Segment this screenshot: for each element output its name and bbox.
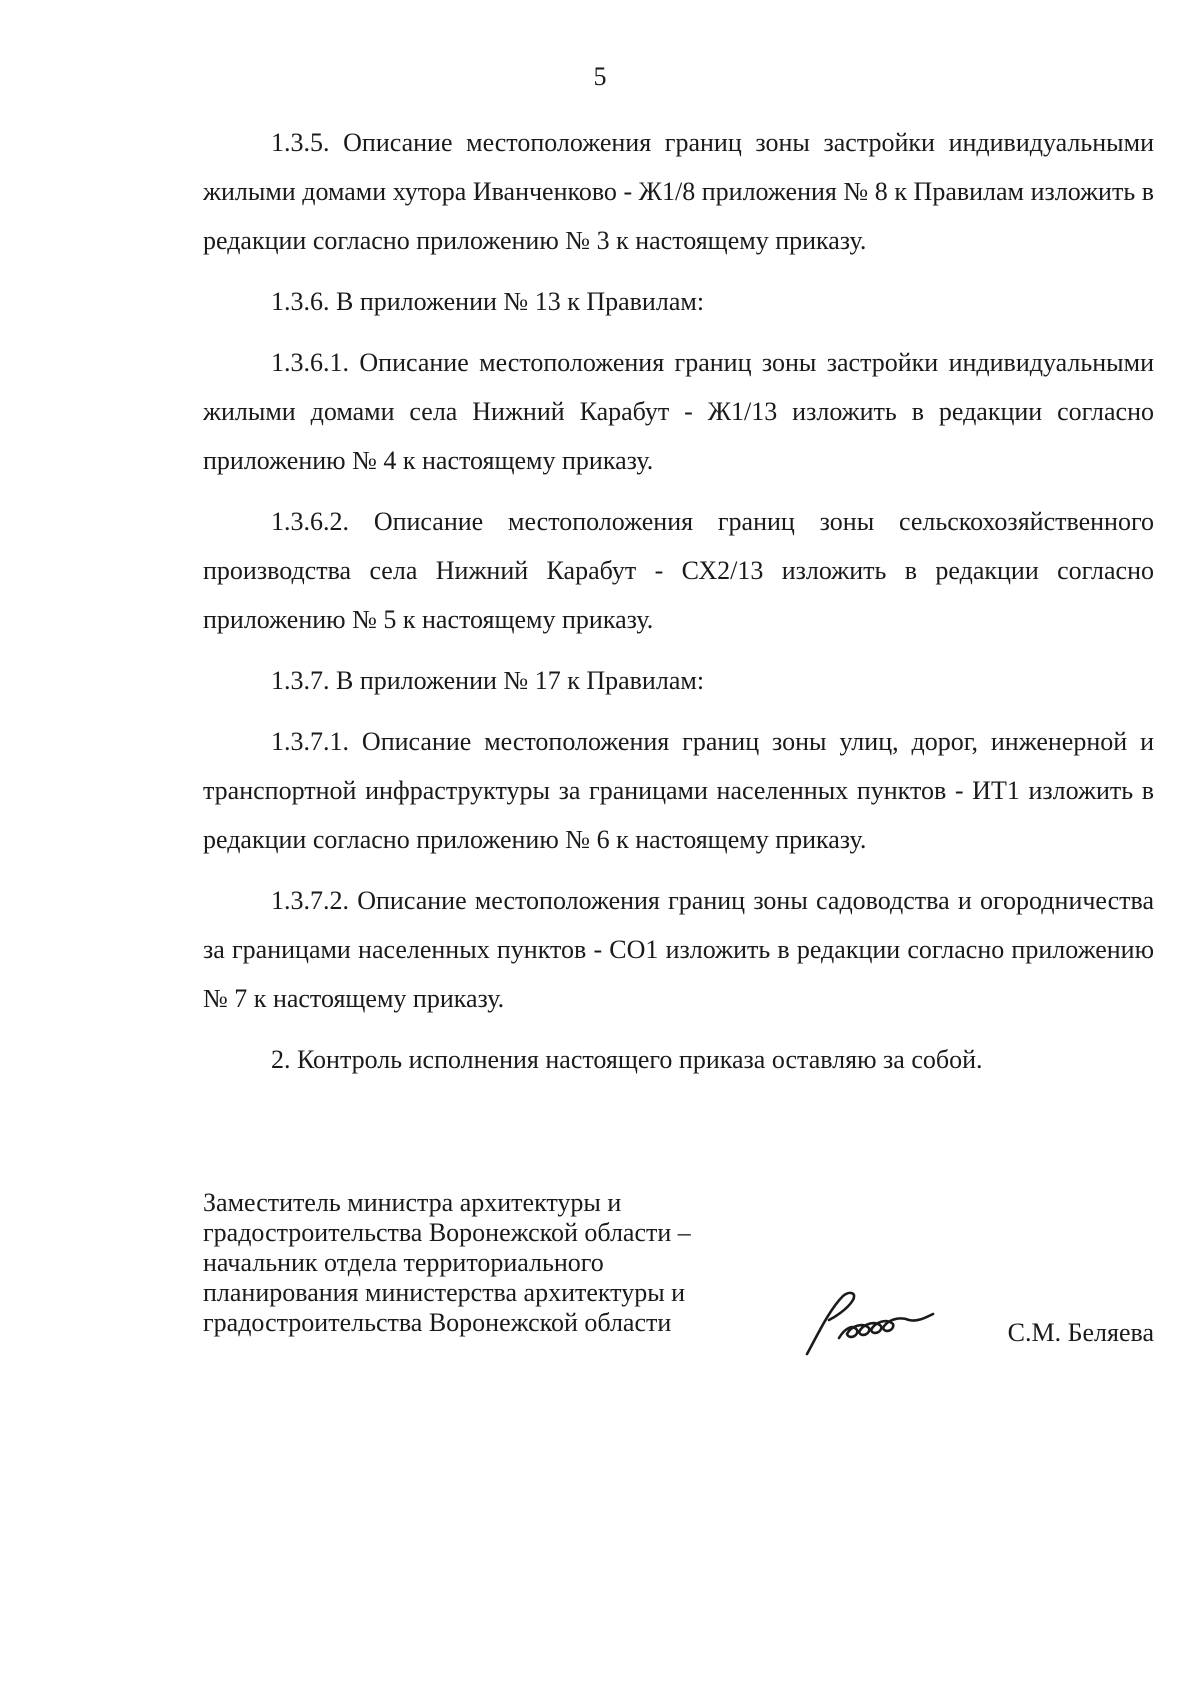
- paragraph-1-3-7: 1.3.7. В приложении № 17 к Правилам:: [271, 666, 705, 695]
- signatory-position-line: начальник отдела территориального: [203, 1248, 604, 1277]
- signatory-position-line: Заместитель министра архитектуры и: [203, 1188, 622, 1217]
- signature-block: [203, 1188, 1154, 1368]
- paragraph-1-3-5: 1.3.5. Описание местоположения границ зоны застройки индивидуальными жилыми домами хутора Иванченково - Ж1/8 приложения № 8 к Правилам изложить в редакции согласно приложению № 3 к настоящему приказу.: [203, 128, 1154, 255]
- paragraph-2: 2. Контроль исполнения настоящего приказа оставляю за собой.: [271, 1045, 983, 1074]
- signatory-position-line: градостроительства Воронежской области: [203, 1308, 672, 1337]
- page-number: 5: [593, 62, 607, 91]
- signatory-position: [203, 1188, 763, 1338]
- paragraph-1-3-7-2: 1.3.7.2. Описание местоположения границ зоны садоводства и огородничества за границами населенных пунктов - СО1 изложить в редакции согласно приложению № 7 к настоящему приказу.: [203, 886, 1154, 1013]
- document-body: [203, 118, 1154, 1096]
- paragraph-1-3-6-1: 1.3.6.1. Описание местоположения границ зоны застройки индивидуальными жилыми домами села Нижний Карабут - Ж1/13 изложить в редакции согласно приложению № 4 к настоящему приказу.: [203, 348, 1154, 475]
- handwritten-signature: [799, 1288, 969, 1358]
- paragraph-1-3-7-1: 1.3.7.1. Описание местоположения границ зоны улиц, дорог, инженерной и транспортной инфраструктуры за границами населенных пунктов - ИТ1 изложить в редакции согласно приложению № 6 к настоящему приказу.: [203, 727, 1154, 854]
- paragraph-1-3-6-2: 1.3.6.2. Описание местоположения границ зоны сельскохозяйственного производства села Нижний Карабут - СХ2/13 изложить в редакции согласно приложению № 5 к настоящему приказу.: [203, 507, 1154, 634]
- paragraph-1-3-6: 1.3.6. В приложении № 13 к Правилам:: [271, 287, 705, 316]
- signatory-position-line: градостроительства Воронежской области –: [203, 1218, 691, 1247]
- signatory-position-line: планирования министерства архитектуры и: [203, 1278, 686, 1307]
- signatory-name: С.М. Беляева: [1007, 1318, 1154, 1347]
